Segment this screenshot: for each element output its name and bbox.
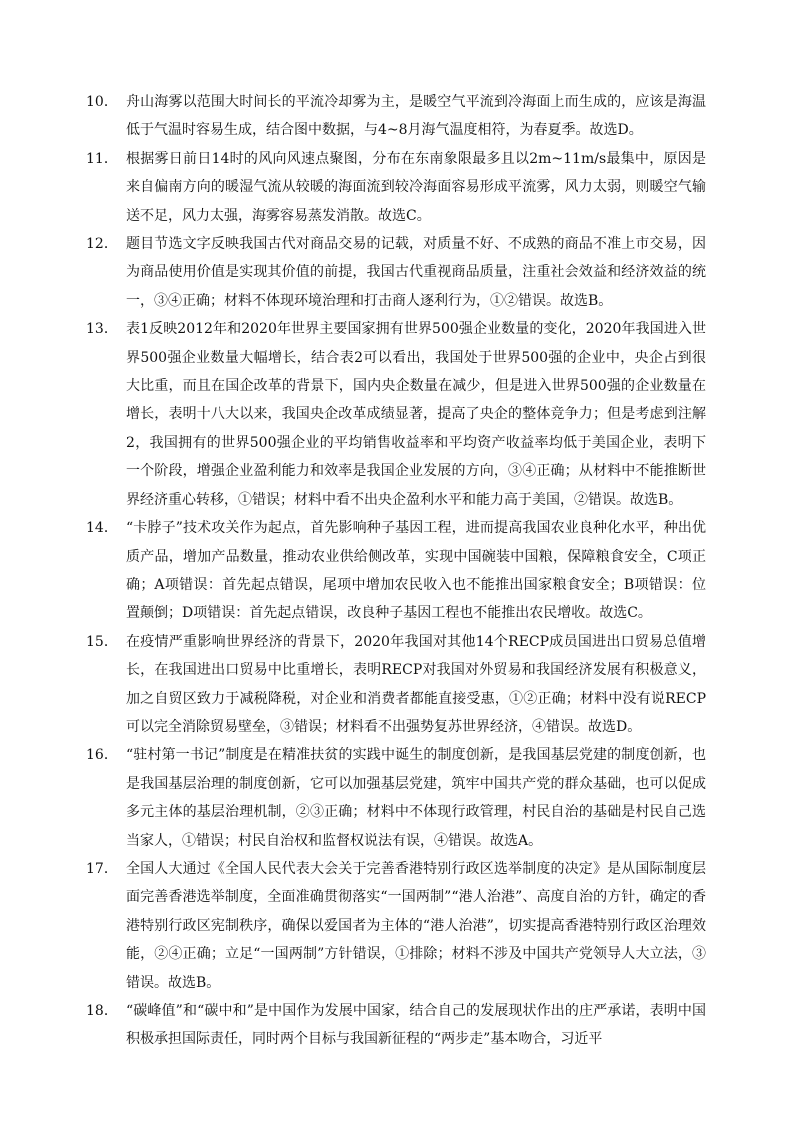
explanation-item (86, 230, 706, 315)
item-text: 题目节选文字反映我国古代对商品交易的记载，对质量不好、不成熟的商品不准上市交易，因为商品使用价值是实现其价值的前提，我国古代重视商品质量，注重社会效益和经济效益的统一，③④正确；材料不体现环境治理和打击商人逐利行为，①②错误。故选B。 (126, 236, 706, 309)
explanation-item (86, 997, 706, 1054)
item-text: “卡脖子”技术攻关作为起点，首先影响种子基因工程，进而提高我国农业良种化水平，种出优质产品，增加产品数量，推动农业供给侧改革，实现中国碗装中国粮，保障粮食安全，C项正确；A项错误：首先起点错误，尾项中增加农民收入也不能推出国家粮食安全；B项错误：位置颠倒；D项错误：首先起点错误，改良种子基因工程也不能推出农民增收。故选C。 (126, 520, 706, 622)
item-text: “驻村第一书记”制度是在精准扶贫的实践中诞生的制度创新，是我国基层党建的制度创新，也是我国基层治理的制度创新，它可以加强基层党建，筑牢中国共产党的群众基础，也可以促成多元主体的基层治理机制，②③正确；材料中不体现行政管理，村民自治的基础是村民自己选当家人，①错误；村民自治权和监督权说法有误，④错误。故选A。 (126, 747, 706, 849)
explanation-item (86, 741, 706, 855)
item-text: 在疫情严重影响世界经济的背景下，2020年我国对其他14个RECP成员国进出口贸易总值增长，在我国进出口贸易中比重增长，表明RECP对我国对外贸易和我国经济发展有积极意义，加之自贸区致力于减税降税，对企业和消费者都能直接受惠，①②正确；材料中没有说RECP可以完全消除贸易壁垒，③错误；材料看不出强势复苏世界经济，④错误。故选D。 (126, 633, 706, 735)
explanation-item (86, 315, 706, 514)
explanation-item (86, 88, 706, 145)
explanation-item (86, 855, 706, 997)
item-number: 14． (86, 520, 118, 537)
explanation-item (86, 628, 706, 742)
item-text: 全国人大通过《全国人民代表大会关于完善香港特别行政区选举制度的决定》是从国际制度层面完善香港选举制度，全面准确贯彻落实“一国两制”“港人治港”、高度自治的方针，确定的香港特别行政区宪制秩序，确保以爱国者为主体的“港人治港”，切实提高香港特别行政区治理效能，②④正确；立足“一国两制”方针错误，①排除；材料不涉及中国共产党领导人大立法，③错误。故选B。 (126, 860, 706, 991)
item-number: 16． (86, 747, 118, 764)
explanation-item (86, 514, 706, 628)
item-text: “碳峰值”和“碳中和”是中国作为发展中国家，结合自己的发展现状作出的庄严承诺，表明中国积极承担国际责任，同时两个目标与我国新征程的“两步走”基本吻合，习近平 (126, 1003, 706, 1048)
item-text: 舟山海雾以范围大时间长的平流冷却雾为主，是暖空气平流到冷海面上而生成的，应该是海温低于气温时容易生成，结合图中数据，与4~8月海气温度相符，为春夏季。故选D。 (126, 94, 706, 139)
explanation-item (86, 145, 706, 230)
item-text: 表1反映2012年和2020年世界主要国家拥有世界500强企业数量的变化，2020年我国进入世界500强企业数量大幅增长，结合表2可以看出，我国处于世界500强的企业中，央企占到很大比重，而且在国企改革的背景下，国内央企数量在减少，但是进入世界500强的企业数量在增长，表明十八大以来，我国央企改革成绩显著，提高了央企的整体竞争力；但是考虑到注解2，我国拥有的世界500强企业的平均销售收益率和平均资产收益率均低于美国企业，表明下一个阶段，增强企业盈利能力和效率是我国企业发展的方向，③④正确；从材料中不能推断世界经济重心转移，①错误；材料中看不出央企盈利水平和能力高于美国，②错误。故选B。 (126, 321, 706, 508)
answer-explanations (86, 88, 706, 1054)
item-number: 11． (86, 150, 118, 167)
item-number: 12． (86, 236, 118, 253)
item-number: 15． (86, 633, 118, 650)
item-number: 17． (86, 860, 118, 877)
item-number: 10． (86, 94, 118, 110)
item-number: 18． (86, 1003, 118, 1019)
item-number: 13． (86, 321, 118, 338)
item-text: 根据雾日前日14时的风向风速点聚图，分布在东南象限最多且以2m~11m/s最集中，原因是来自偏南方向的暖湿气流从较暖的海面流到较冷海面容易形成平流雾，风力太弱，则暖空气输送不足，风力太强，海雾容易蒸发消散。故选C。 (126, 150, 706, 224)
